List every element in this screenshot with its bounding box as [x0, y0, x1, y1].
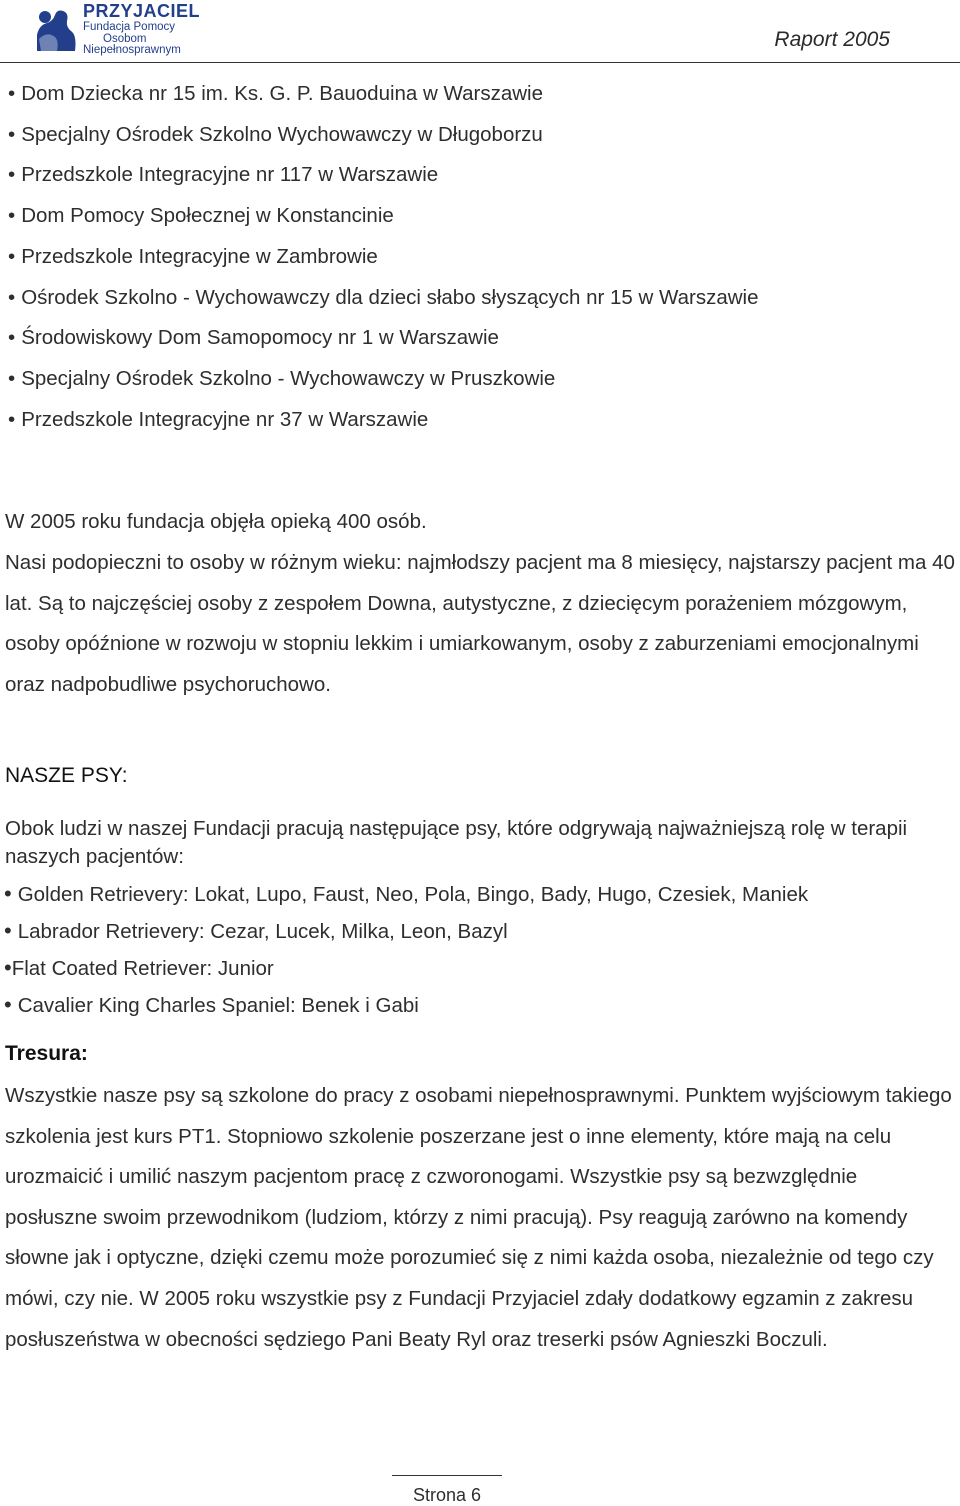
dogs-list: [4, 876, 808, 1024]
list-item: [4, 987, 808, 1024]
list-item-text: Labrador Retrievery: Cezar, Lucek, Milka, Leon, Bazyl: [17, 920, 508, 943]
list-item-text: Środowiskowy Dom Samopomocy nr 1 w Warszawie: [21, 326, 499, 350]
logo-title: PRZYJACIEL: [83, 1, 201, 21]
patients-paragraph: Nasi podopieczni to osoby w różnym wieku: najmłodszy pacjent ma 8 miesięcy, najstarszy pacjent ma 40 lat. Są to najczęściej osoby z zespołem Downa, autystyczne, z dziecięcym porażeniem mózgowym, osoby opóźnione w rozwoju w stopniu lekkim i umiarkowanym, osoby z zaburzeniami emocjonalnymi oraz nadpobudliwe psychoruchowo.: [5, 551, 955, 696]
list-item-text: Flat Coated Retriever: Junior: [11, 957, 274, 980]
bullet-icon: •: [8, 407, 16, 431]
list-item-text: Ośrodek Szkolno - Wychowawczy dla dzieci słabo słyszących nr 15 w Warszawie: [21, 285, 759, 309]
bullet-icon: •: [8, 82, 16, 105]
bullet-icon: •: [4, 881, 12, 906]
training-paragraph: Wszystkie nasze psy są szkolone do pracy z osobami niepełnosprawnymi. Punktem wyjściowym takiego szkolenia jest kurs PT1. Stopniowo szkolenie poszerzane jest o inne elementy, które mają na celu urozmaicić i umilić naszym pacjentom pracę z czworonogami. Wszystkie psy są bezwzględnie posłuszne swoim przewodnikom (ludziom, którzy z nimi pracują). Psy reagują zarówno na komendy słowne jak i optyczne, dzięki czemu może porozumieć się z nimi każda osoba, niezależnie od tego czy mówi, czy nie. W 2005 roku wszystkie psy z Fundacji Przyjaciel zdały dodatkowy egzamin z zakresu posłuszeństwa w obecności sędziego Pani Beaty Ryl oraz treserki psów Agnieszki Boczuli.: [5, 1084, 952, 1351]
bullet-icon: •: [8, 204, 16, 228]
list-item: [8, 237, 759, 278]
foundation-logo: [33, 1, 201, 56]
list-item-text: Dom Dziecka nr 15 im. Ks. G. P. Bauoduina w Warszawie: [21, 82, 543, 105]
care-paragraph: W 2005 roku fundacja objęła opieką 400 osób.: [5, 510, 427, 533]
logo-emblem-icon: [33, 5, 79, 53]
list-item: [4, 913, 808, 950]
list-item-text: Przedszkole Integracyjne nr 117 w Warszawie: [21, 163, 439, 187]
list-item: [4, 876, 808, 913]
header-divider: [0, 62, 960, 63]
bullet-icon: •: [8, 326, 16, 350]
bullet-icon: •: [8, 285, 16, 309]
dogs-heading: NASZE PSY:: [5, 764, 128, 787]
bullet-icon: •: [8, 366, 16, 390]
list-item: [8, 278, 759, 319]
list-item-text: Cavalier King Charles Spaniel: Benek i Gabi: [17, 994, 419, 1017]
page-header: [0, 0, 960, 62]
list-item: [8, 155, 759, 196]
bullet-icon: •: [4, 918, 12, 943]
bullet-icon: •: [8, 244, 16, 268]
list-item: [8, 359, 759, 400]
list-item-text: Przedszkole Integracyjne nr 37 w Warszawie: [21, 407, 429, 431]
list-item-text: Specjalny Ośrodek Szkolno Wychowawczy w Długoborzu: [21, 122, 543, 146]
list-item-text: Specjalny Ośrodek Szkolno - Wychowawczy w Pruszkowie: [21, 366, 556, 390]
logo-subtitle-line-2: Osobom: [103, 33, 147, 45]
bullet-icon: •: [8, 163, 16, 187]
list-item-text: Przedszkole Integracyjne w Zambrowie: [21, 244, 378, 268]
list-item: [8, 400, 759, 441]
report-label: Raport 2005: [774, 28, 890, 51]
bullet-icon: •: [4, 955, 12, 980]
bullet-icon: •: [8, 122, 16, 146]
dogs-intro-paragraph: Obok ludzi w naszej Fundacji pracują następujące psy, które odgrywają najważniejszą rolę w terapii naszych pacjentów:: [5, 817, 908, 868]
list-item: [4, 950, 808, 987]
institutions-list: [8, 74, 759, 440]
training-heading: Tresura:: [5, 1042, 88, 1065]
list-item-text: Dom Pomocy Społecznej w Konstancinie: [21, 204, 394, 228]
list-item: [8, 318, 759, 359]
page-number: Strona 6: [412, 1485, 482, 1505]
list-item: [8, 74, 759, 115]
bullet-icon: •: [4, 992, 12, 1017]
list-item: [8, 196, 759, 237]
logo-subtitle-line-3: Niepełnosprawnym: [83, 44, 181, 56]
logo-subtitle-line-1: Fundacja Pomocy: [83, 21, 176, 33]
footer-divider: [392, 1475, 502, 1476]
list-item-text: Golden Retrievery: Lokat, Lupo, Faust, Neo, Pola, Bingo, Bady, Hugo, Czesiek, Maniek: [17, 883, 809, 906]
list-item: [8, 115, 759, 156]
